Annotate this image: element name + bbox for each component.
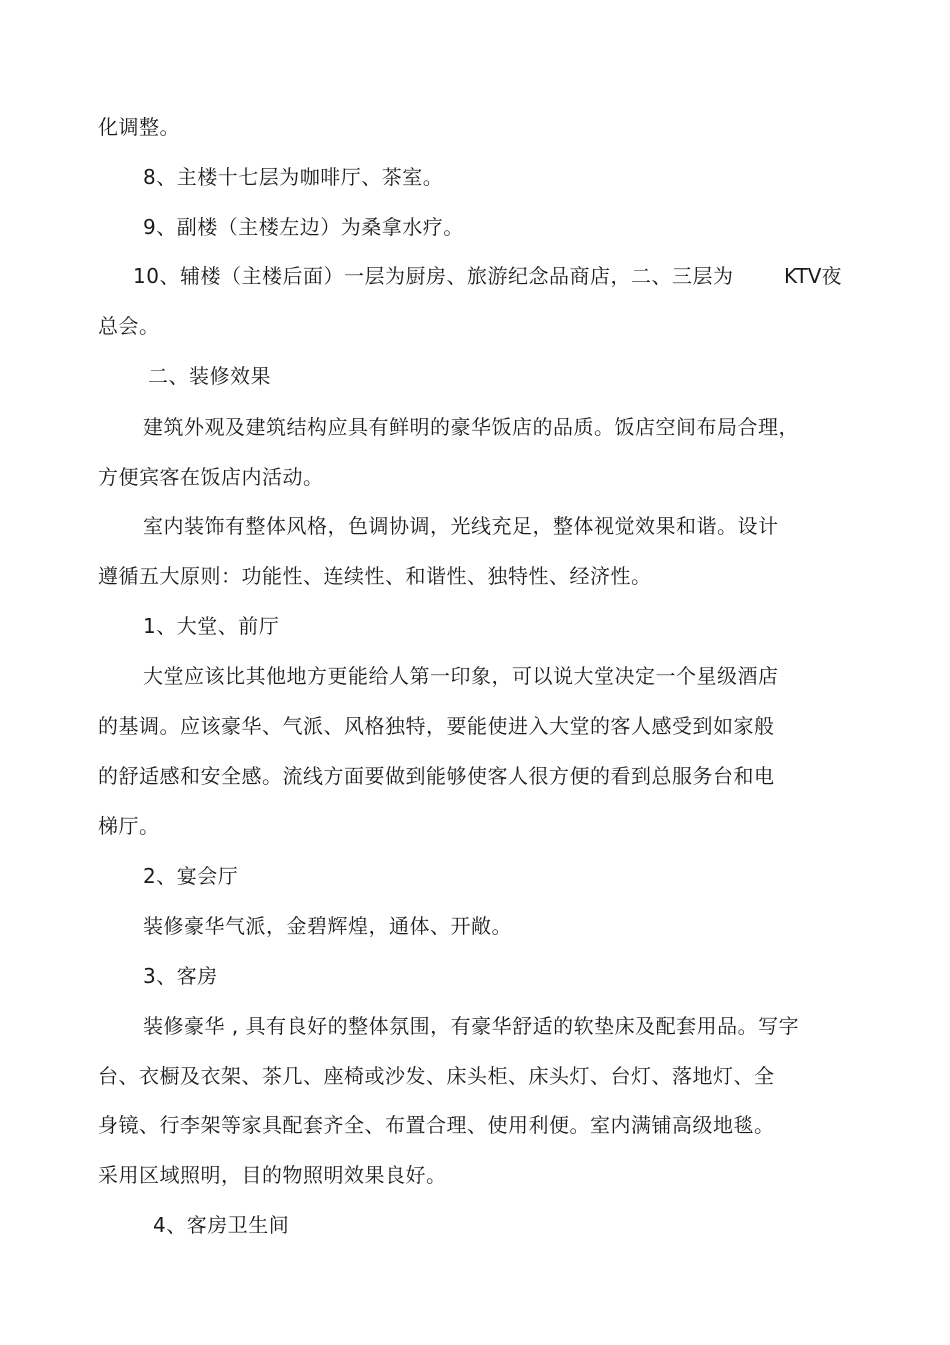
paragraph-line: 梯厅。 bbox=[98, 814, 160, 838]
paragraph-line: 建筑外观及建筑结构应具有鲜明的豪华饭店的品质。饭店空间布局合理， bbox=[143, 415, 799, 439]
paragraph-line: 的舒适感和安全感。流线方面要做到能够使客人很方便的看到总服务台和电 bbox=[98, 764, 775, 788]
paragraph-line: 大堂应该比其他地方更能给人第一印象，可以说大堂决定一个星级酒店 bbox=[143, 664, 779, 688]
paragraph-line: 装修豪华气派，金碧辉煌，通体、开敞。 bbox=[143, 914, 512, 938]
text-line: 总会。 bbox=[98, 314, 160, 338]
subheading-lobby: 1、大堂、前厅 bbox=[143, 614, 280, 638]
text-line: 化调整。 bbox=[98, 115, 180, 139]
paragraph-line: 身镜、行李架等家具配套齐全、布置合理、使用利便。室内满铺高级地毯。 bbox=[98, 1113, 775, 1137]
subheading-banquet-hall: 2、宴会厅 bbox=[143, 864, 239, 888]
list-item-annex: 9、副楼（主楼左边）为桑拿水疗。 bbox=[143, 215, 464, 239]
paragraph-line: 室内装饰有整体风格，色调协调，光线充足，整体视觉效果和谐。设计 bbox=[143, 514, 779, 538]
paragraph-line: 装修豪华 , 具有良好的整体氛围，有豪华舒适的软垫床及配套用品。写字 bbox=[143, 1014, 800, 1038]
paragraph-line: 遵循五大原则：功能性、连续性、和谐性、独特性、经济性。 bbox=[98, 564, 652, 588]
paragraph-line: 台、衣橱及衣架、茶几、座椅或沙发、床头柜、床头灯、台灯、落地灯、全 bbox=[98, 1064, 775, 1088]
subheading-guest-bathroom: 4、客房卫生间 bbox=[153, 1213, 290, 1237]
paragraph-line: 方便宾客在饭店内活动。 bbox=[98, 465, 324, 489]
paragraph-line: 采用区域照明，目的物照明效果良好。 bbox=[98, 1163, 447, 1187]
section-heading-decoration: 二、装修效果 bbox=[148, 364, 271, 388]
subheading-guest-room: 3、客房 bbox=[143, 964, 218, 988]
paragraph-line: 的基调。应该豪华、气派、风格独特，要能使进入大堂的客人感受到如家般 bbox=[98, 714, 775, 738]
text-fragment-ktv: KTV夜 bbox=[784, 264, 842, 288]
list-item-floor-17: 8、主楼十七层为咖啡厅、茶室。 bbox=[143, 165, 444, 189]
list-item-auxiliary-building: 10、辅楼（主楼后面）一层为厨房、旅游纪念品商店，二、三层为 bbox=[133, 264, 734, 288]
